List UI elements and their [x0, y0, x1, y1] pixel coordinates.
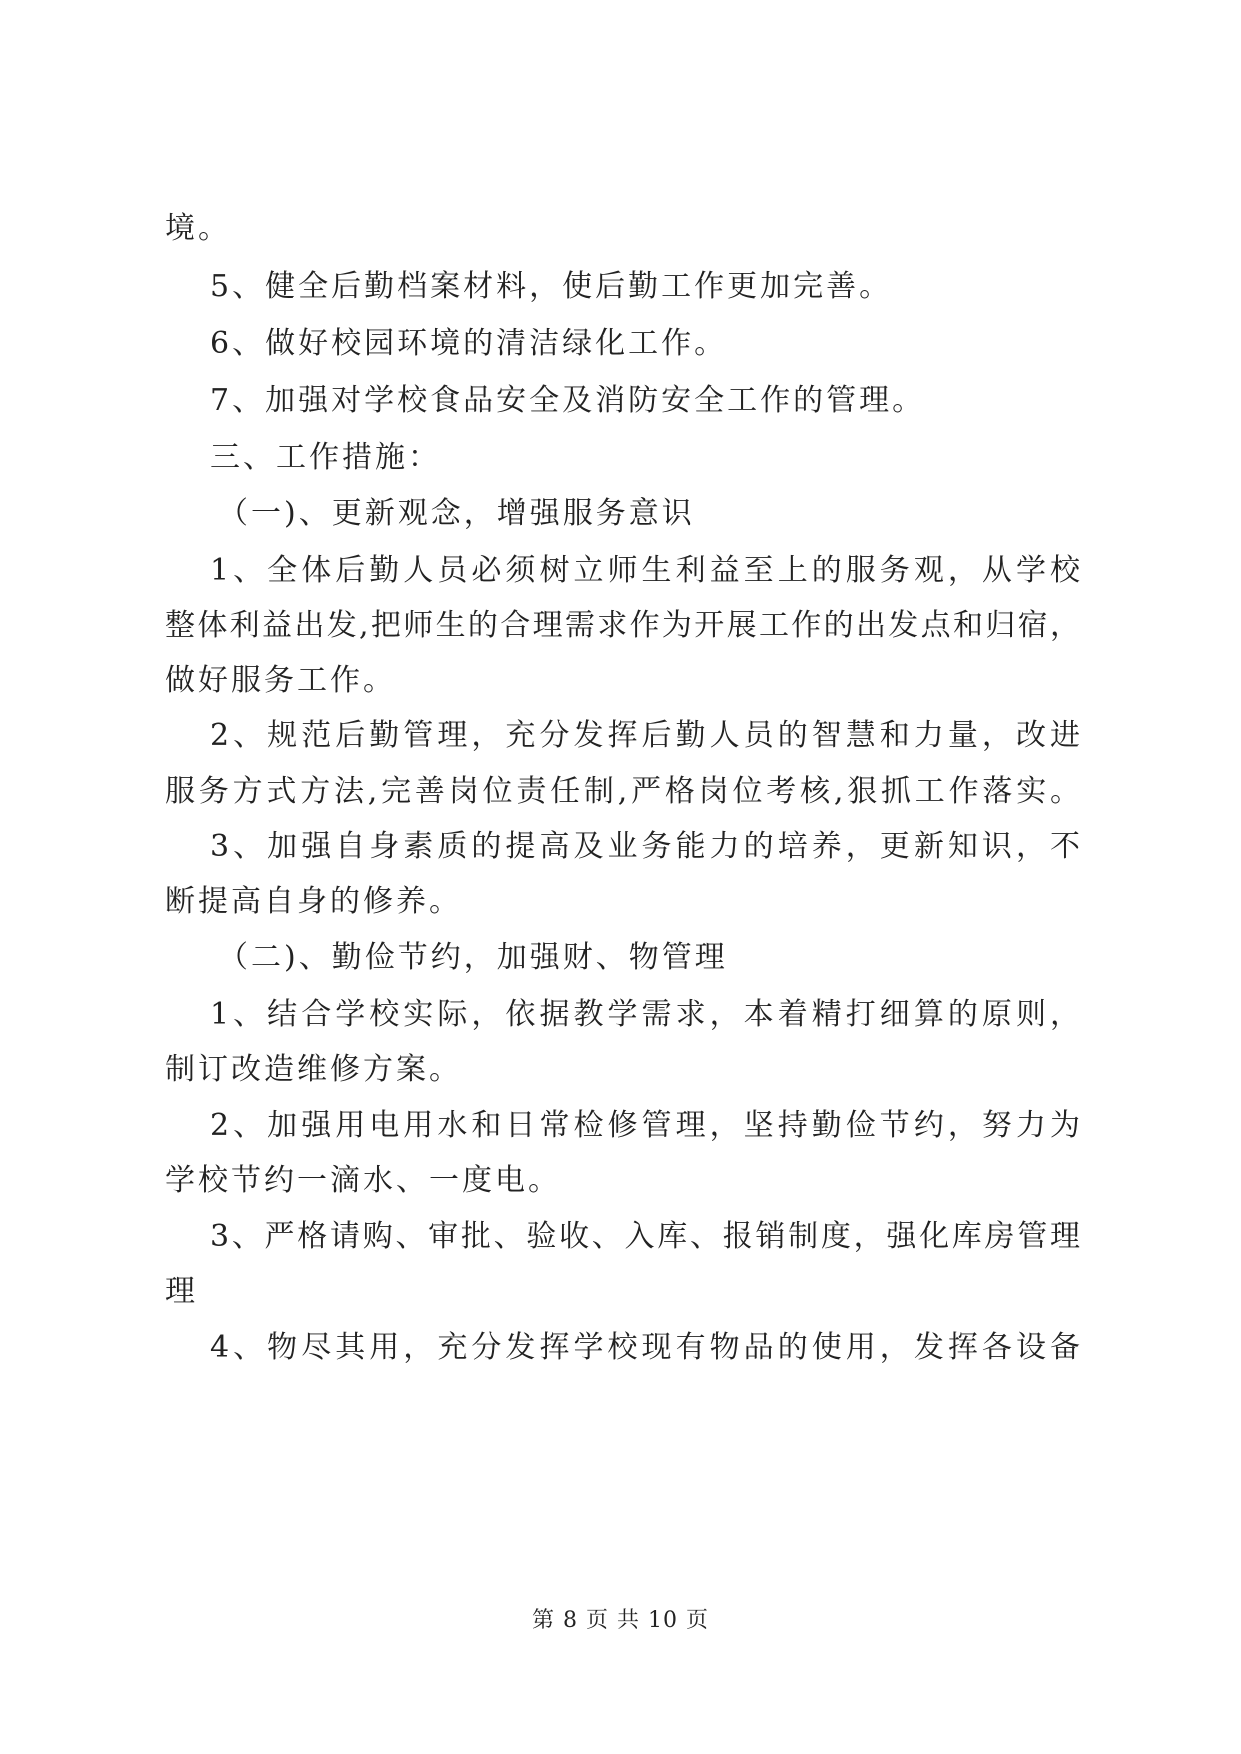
body-line: 断提高自身的修养。 — [165, 884, 462, 919]
body-line: 5、健全后勤档案材料，使后勤工作更加完善。 — [210, 269, 893, 304]
body-line: 2、加强用电用水和日常检修管理，坚持勤俭节约，努力为 — [210, 1108, 1080, 1143]
body-line: 服务方式方法,完善岗位责任制,严格岗位考核,狠抓工作落实。 — [165, 774, 1080, 809]
body-line: 做好服务工作。 — [165, 663, 396, 698]
body-line: 7、加强对学校食品安全及消防安全工作的管理。 — [210, 383, 926, 418]
body-line: 学校节约一滴水、一度电。 — [165, 1163, 561, 1198]
body-line: 4、物尽其用，充分发挥学校现有物品的使用，发挥各设备 — [210, 1330, 1080, 1365]
body-line: 1、结合学校实际，依据教学需求，本着精打细算的原则， — [210, 997, 1080, 1032]
subsection-heading: （一)、更新观念，增强服务意识 — [218, 496, 695, 531]
body-line: 理 — [165, 1274, 198, 1309]
body-line: 境。 — [165, 211, 231, 246]
body-line: 6、做好校园环境的清洁绿化工作。 — [210, 326, 728, 361]
body-line: 2、规范后勤管理，充分发挥后勤人员的智慧和力量，改进 — [210, 718, 1080, 753]
body-line: 1、全体后勤人员必须树立师生利益至上的服务观，从学校 — [210, 553, 1080, 588]
subsection-heading: （二)、勤俭节约，加强财、物管理 — [218, 940, 728, 975]
body-line: 制订改造维修方案。 — [165, 1052, 462, 1087]
section-heading: 三、工作措施： — [210, 440, 441, 475]
body-line: 3、加强自身素质的提高及业务能力的培养，更新知识，不 — [210, 829, 1080, 864]
page-number-footer: 第 8 页 共 10 页 — [532, 1608, 709, 1633]
body-line: 3、严格请购、审批、验收、入库、报销制度，强化库房管理 — [210, 1219, 1080, 1254]
body-line: 整体利益出发,把师生的合理需求作为开展工作的出发点和归宿， — [165, 608, 1080, 643]
